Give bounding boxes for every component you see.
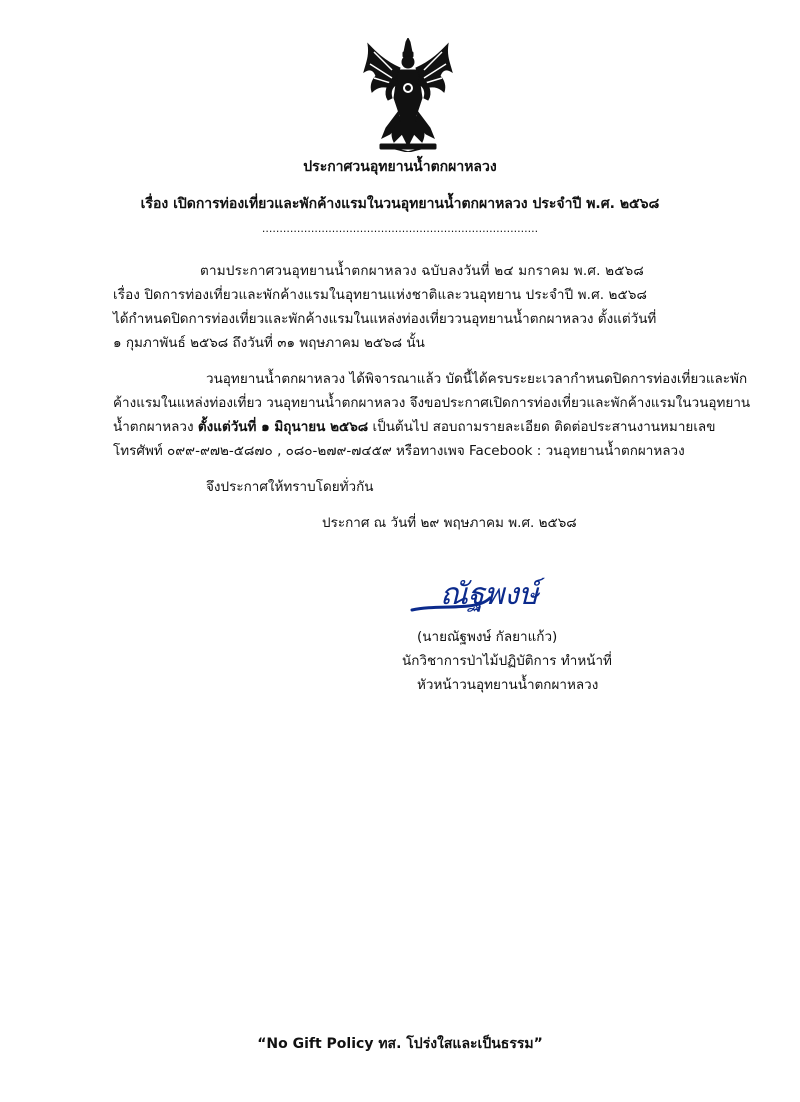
paragraph-1-line-2: เรื่อง ปิดการท่องเที่ยวและพักค้างแรมในอุทยานแห่งชาติและวนอุทยาน ประจำปี พ.ศ. ๒๕๖๘: [113, 287, 648, 303]
paragraph-2-line-4: โทรศัพท์ ๐๙๙-๙๗๒-๕๘๗๐ , ๐๘๐-๒๗๙-๗๔๕๙ หรือทางเพจ Facebook : วนอุทยานน้ำตกผาหลวง: [113, 443, 685, 459]
announcement-title: ประกาศวนอุทยานน้ำตกผาหลวง: [303, 159, 497, 175]
announce-date: ประกาศ ณ วันที่ ๒๙ พฤษภาคม พ.ศ. ๒๕๖๘: [322, 515, 577, 531]
paragraph-2-line-2: ค้างแรมในแหล่งท่องเที่ยว วนอุทยานน้ำตกผาหลวง จึงขอประกาศเปิดการท่องเที่ยวและพักค้างแรมในวนอุทยาน: [113, 395, 751, 411]
signature-icon: [410, 566, 560, 622]
paragraph-2-line-3-prefix: น้ำตกผาหลวง: [113, 419, 194, 435]
footer-slogan: “No Gift Policy ทส. โปร่งใสและเป็นธรรม”: [257, 1036, 543, 1052]
signatory-position-1: นักวิชาการป่าไม้ปฏิบัติการ ทำหน้าที่: [402, 653, 612, 669]
signature-text: ณัฐพงษ์: [440, 577, 539, 612]
paragraph-2-line-1: วนอุทยานน้ำตกผาหลวง ได้พิจารณาแล้ว บัดนี้ได้ครบระยะเวลากำหนดปิดการท่องเที่ยวและพัก: [206, 371, 748, 387]
paragraph-2-line-3: [113, 418, 715, 436]
paragraph-2-line-3-suffix: เป็นต้นไป สอบถามรายละเอียด ติดต่อประสานงานหมายเลข: [372, 419, 716, 435]
closing-statement: จึงประกาศให้ทราบโดยทั่วกัน: [206, 479, 374, 495]
paragraph-1-line-4: ๑ กุมภาพันธ์ ๒๕๖๘ ถึงวันที่ ๓๑ พฤษภาคม ๒๕๖๘ นั้น: [113, 335, 425, 351]
opening-date-bold: ตั้งแต่วันที่ ๑ มิถุนายน ๒๕๖๘: [197, 419, 369, 435]
announcement-subject: เรื่อง เปิดการท่องเที่ยวและพักค้างแรมในวนอุทยานน้ำตกผาหลวง ประจำปี พ.ศ. ๒๕๖๘: [140, 196, 660, 212]
signatory-name: (นายณัฐพงษ์ กัลยาแก้ว): [417, 629, 558, 645]
dotted-separator: ...............................................................................: [261, 222, 539, 235]
paragraph-1-line-1: ตามประกาศวนอุทยานน้ำตกผาหลวง ฉบับลงวันที่ ๒๔ มกราคม พ.ศ. ๒๕๖๘: [200, 263, 645, 279]
signatory-position-2: หัวหน้าวนอุทยานน้ำตกผาหลวง: [417, 677, 599, 693]
paragraph-1-line-3: ได้กำหนดปิดการท่องเที่ยวและพักค้างแรมในแหล่งท่องเที่ยววนอุทยานน้ำตกผาหลวง ตั้งแต่วันที่: [113, 311, 657, 327]
garuda-emblem-icon: [362, 38, 454, 152]
